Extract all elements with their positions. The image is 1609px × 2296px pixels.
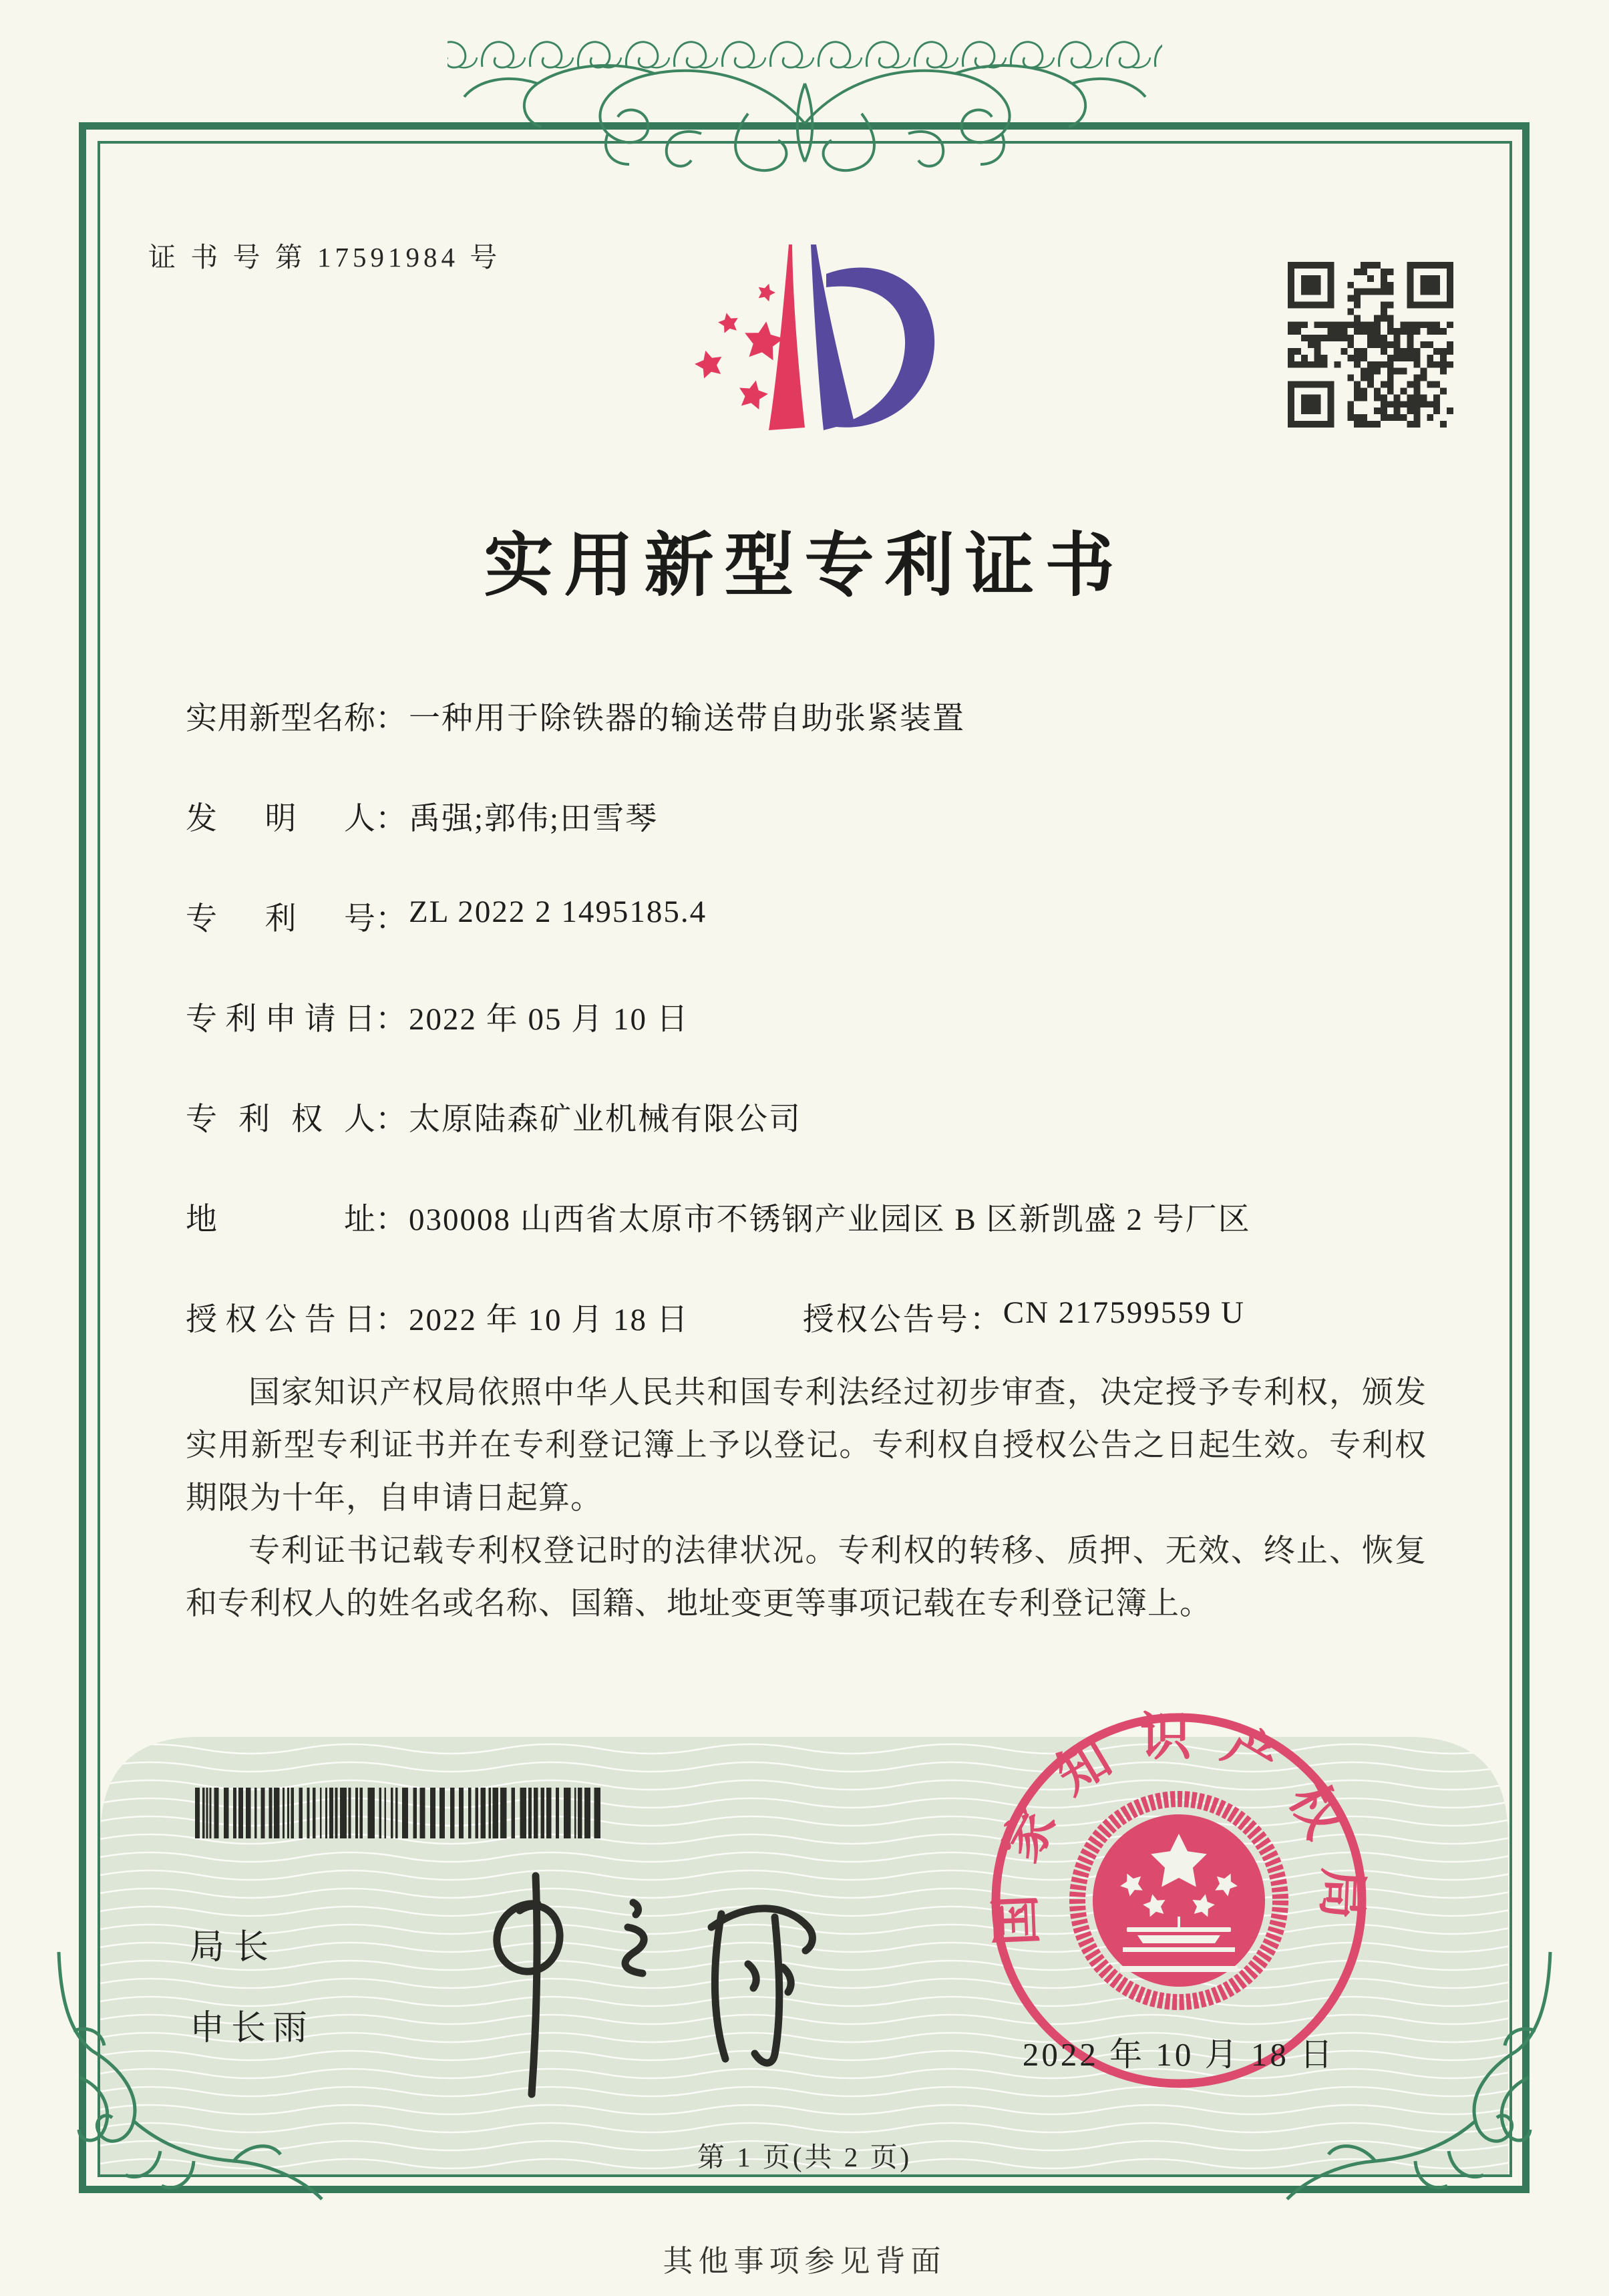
field-label: 实用新型名称: [186, 701, 375, 736]
field-label: 专利号: [186, 902, 375, 937]
field-row-name: 实用新型名称：一种用于除铁器的输送带自助张紧装置: [186, 693, 1429, 794]
field-label: 发明人: [186, 802, 375, 836]
field-row-patent-number: 专利号：ZL 2022 2 1495185.4: [186, 894, 1429, 994]
back-note: 其他事项参见背面: [663, 2245, 946, 2278]
field-value-patent-number: ZL 2022 2 1495185.4: [409, 894, 707, 929]
seal-text: 国家知识产权局: [985, 1708, 1373, 1947]
seal-date: 2022 年 10 月 18 日: [1022, 2036, 1336, 2073]
field-row-address: 地址：030008 山西省太原市不锈钢产业园区 B 区新凯盛 2 号厂区: [186, 1194, 1429, 1295]
certificate-title: 实用新型专利证书: [484, 528, 1125, 605]
field-row-inventors: 发明人：禹强;郭伟;田雪琴: [186, 794, 1429, 894]
field-label: 专利申请日: [186, 1002, 375, 1037]
grant-date-label: 授权公告日: [186, 1303, 375, 1337]
qr-code-icon: [1288, 262, 1453, 428]
field-value-patentee: 太原陆森矿业机械有限公司: [409, 1102, 801, 1137]
field-value-address: 030008 山西省太原市不锈钢产业园区 B 区新凯盛 2 号厂区: [409, 1202, 1251, 1237]
grant-number-label: 授权公告号: [802, 1303, 970, 1337]
grant-date-value: 2022 年 10 月 18 日: [409, 1303, 689, 1337]
field-label: 地址: [186, 1202, 375, 1237]
legal-paragraph-2: 专利证书记载专利权登记时的法律状况。专利权的转移、质押、无效、终止、恢复和专利权人的姓名或名称、国籍、地址变更等事项记载在专利登记簿上。: [186, 1534, 1427, 1621]
field-value-filing-date: 2022 年 05 月 10 日: [409, 1002, 689, 1037]
legal-text: [186, 1367, 1427, 1631]
field-label: 专利权人: [186, 1102, 375, 1137]
field-value-inventors: 禹强;郭伟;田雪琴: [409, 802, 659, 836]
cnipa-logo-icon: [651, 226, 952, 446]
issuer-block: [190, 1919, 314, 2049]
top-ornament: [334, 33, 1276, 177]
field-row-filing-date: 专利申请日：2022 年 05 月 10 日: [186, 994, 1429, 1094]
certificate-number: 证 书 号 第 17591984 号: [148, 242, 502, 273]
field-row-grant: 授权公告日：2022 年 10 月 18 日 授权公告号：CN 217599559 U: [186, 1295, 1429, 1395]
national-emblem: [1077, 1799, 1280, 2002]
certificate-fields: [186, 693, 1429, 1395]
issuer-name: 申长雨: [190, 2009, 315, 2047]
grant-number-value: CN 217599559 U: [1003, 1295, 1245, 1330]
signature-icon: [347, 1864, 828, 2118]
barcode-icon: [195, 1788, 610, 1838]
field-value-name: 一种用于除铁器的输送带自助张紧装置: [409, 701, 965, 736]
issuer-title: 局长: [190, 1929, 279, 1967]
legal-paragraph-1: 国家知识产权局依照中华人民共和国专利法经过初步审查，决定授予专利权，颁发实用新型专利证书并在专利登记簿上予以登记。专利权自授权公告之日起生效。专利权期限为十年，自申请日起算。: [186, 1375, 1427, 1516]
field-row-patentee: 专利权人：太原陆森矿业机械有限公司: [186, 1094, 1429, 1194]
page-number: 第 1 页(共 2 页): [697, 2142, 912, 2172]
